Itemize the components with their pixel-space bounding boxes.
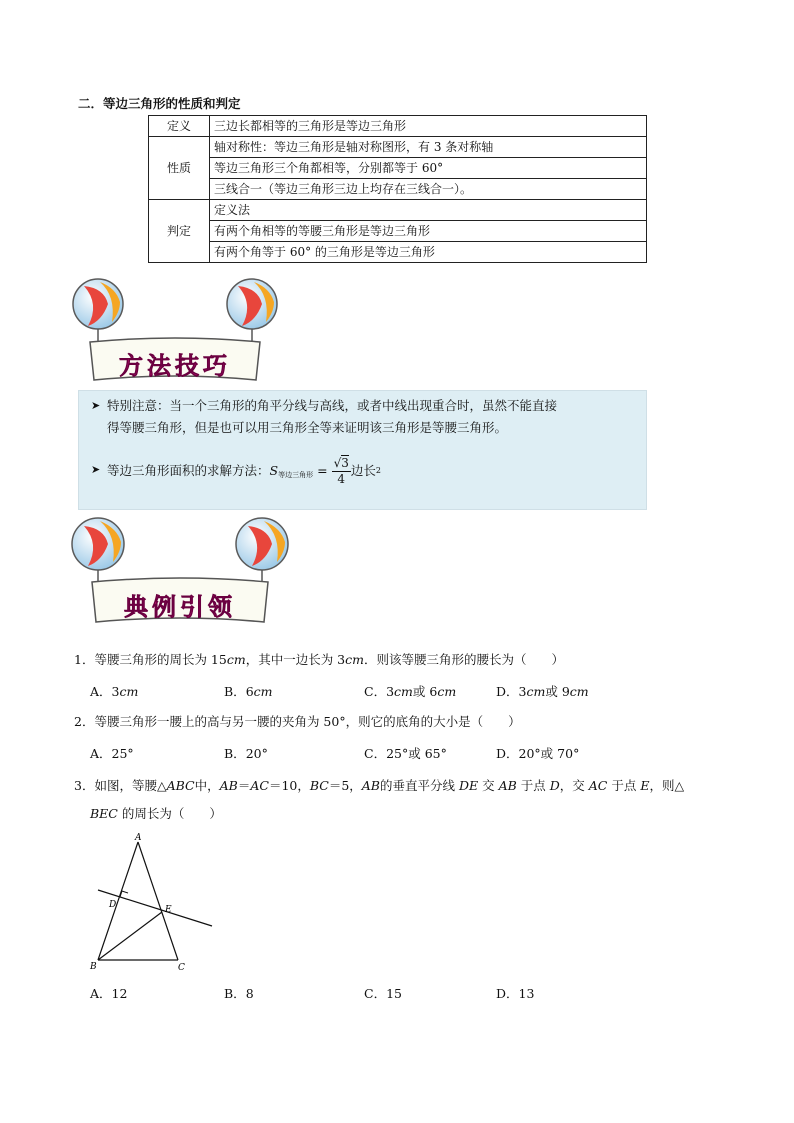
table-row bbox=[149, 221, 647, 242]
formula-superscript: 2 bbox=[375, 466, 381, 475]
tip-item bbox=[91, 397, 103, 412]
option-b[interactable]: B．6cm bbox=[224, 684, 273, 699]
property-text: 轴对称性：等边三角形是轴对称图形，有 3 条对称轴 bbox=[210, 137, 647, 158]
question-1 bbox=[74, 650, 564, 670]
option-a[interactable]: A．12 bbox=[90, 986, 128, 1001]
criteria-text: 有两个角等于 60° 的三角形是等边三角形 bbox=[210, 242, 647, 263]
question-text: ．则该等腰三角形的腰长为（ ） bbox=[364, 652, 565, 667]
arrow-bullet-icon: ➤ bbox=[91, 399, 101, 412]
methods-banner-label: 方法技巧 bbox=[119, 351, 231, 380]
question-number: 1． bbox=[74, 652, 95, 667]
formula-prefix: 等边三角形面积的求解方法： bbox=[107, 463, 270, 478]
option-d[interactable]: D．3cm或 9cm bbox=[496, 684, 589, 699]
option-b[interactable]: B．8 bbox=[224, 986, 254, 1001]
property-text: 等边三角形三个角都相等，分别都等于 60° bbox=[210, 158, 647, 179]
unit: cm bbox=[226, 652, 246, 667]
unit: cm bbox=[345, 652, 364, 667]
properties-table bbox=[148, 115, 647, 263]
fraction-numerator bbox=[332, 456, 351, 472]
table-row bbox=[149, 158, 647, 179]
table-row bbox=[149, 137, 647, 158]
table-row bbox=[149, 200, 647, 221]
criteria-text: 有两个角相等的等腰三角形是等边三角形 bbox=[210, 221, 647, 242]
label-e: E bbox=[165, 905, 172, 915]
formula-suffix: 边长 bbox=[350, 463, 376, 478]
formula-subscript: 等边三角形 bbox=[278, 471, 314, 479]
label-d: D bbox=[109, 900, 117, 910]
arrow-bullet-icon: ➤ bbox=[91, 463, 101, 476]
question-2 bbox=[74, 712, 521, 732]
option-a[interactable]: A．3cm bbox=[90, 684, 139, 699]
examples-banner-label: 典例引领 bbox=[124, 592, 236, 621]
right-angle-icon bbox=[120, 891, 128, 897]
tip-line: 得等腰三角形，但是也可以用三角形全等来证明该三角形是等腰三角形。 bbox=[107, 420, 508, 435]
option-c[interactable]: C．15 bbox=[364, 986, 402, 1001]
examples-banner bbox=[70, 514, 290, 626]
label-c: C bbox=[178, 963, 185, 973]
question-text: 等腰三角形一腰上的高与另一腰的夹角为 50°，则它的底角的大小是（ ） bbox=[94, 714, 521, 729]
formula-equals: = bbox=[317, 463, 328, 478]
segment-ac bbox=[138, 842, 178, 960]
definition-text: 三边长都相等的三角形是等边三角形 bbox=[210, 116, 647, 137]
criteria-text: 定义法 bbox=[210, 200, 647, 221]
table-row bbox=[149, 242, 647, 263]
methods-banner bbox=[70, 276, 280, 384]
formula-s: S bbox=[269, 463, 279, 478]
fraction-denominator: 4 bbox=[337, 471, 346, 486]
question-line: BEC 的周长为（ ） bbox=[90, 806, 222, 821]
definition-label: 定义 bbox=[149, 116, 210, 137]
option-d[interactable]: D．13 bbox=[496, 986, 535, 1001]
question-line: 3．如图，等腰△ABC中，AB＝AC＝10，BC＝5，AB的垂直平分线 DE 交 AB 于点 D，交 AC 于点 E，则△ bbox=[74, 778, 685, 793]
question-text: 等腰三角形的周长为 15 bbox=[94, 652, 227, 667]
option-c[interactable]: C．3cm或 6cm bbox=[364, 684, 457, 699]
sqrt-icon: √ bbox=[333, 455, 342, 470]
question-3 bbox=[74, 776, 734, 824]
table-row bbox=[149, 116, 647, 137]
option-d[interactable]: D．20°或 70° bbox=[496, 746, 580, 761]
label-a: A bbox=[135, 833, 142, 843]
formula-fraction bbox=[332, 456, 351, 487]
question-text: ，其中一边长为 3 bbox=[245, 652, 346, 667]
segment-be bbox=[98, 912, 162, 960]
question-number: 2． bbox=[74, 714, 95, 729]
area-formula bbox=[107, 449, 381, 493]
option-a[interactable]: A．25° bbox=[90, 746, 134, 761]
criteria-label: 判定 bbox=[149, 200, 210, 263]
tip-text bbox=[107, 395, 557, 439]
tip-item bbox=[91, 461, 103, 476]
section-title: 二．等边三角形的性质和判定 bbox=[78, 96, 241, 111]
tip-line: 特别注意：当一个三角形的角平分线与高线，或者中线出现重合时，虽然不能直接 bbox=[107, 398, 558, 413]
option-c[interactable]: C．25°或 65° bbox=[364, 746, 447, 761]
tips-box bbox=[78, 390, 647, 510]
option-b[interactable]: B．20° bbox=[224, 746, 268, 761]
label-b: B bbox=[90, 962, 97, 972]
triangle-figure bbox=[86, 830, 226, 976]
table-row bbox=[149, 179, 647, 200]
sqrt-value: 3 bbox=[341, 455, 349, 470]
properties-label: 性质 bbox=[149, 137, 210, 200]
property-text: 三线合一（等边三角形三边上均存在三线合一）。 bbox=[210, 179, 647, 200]
